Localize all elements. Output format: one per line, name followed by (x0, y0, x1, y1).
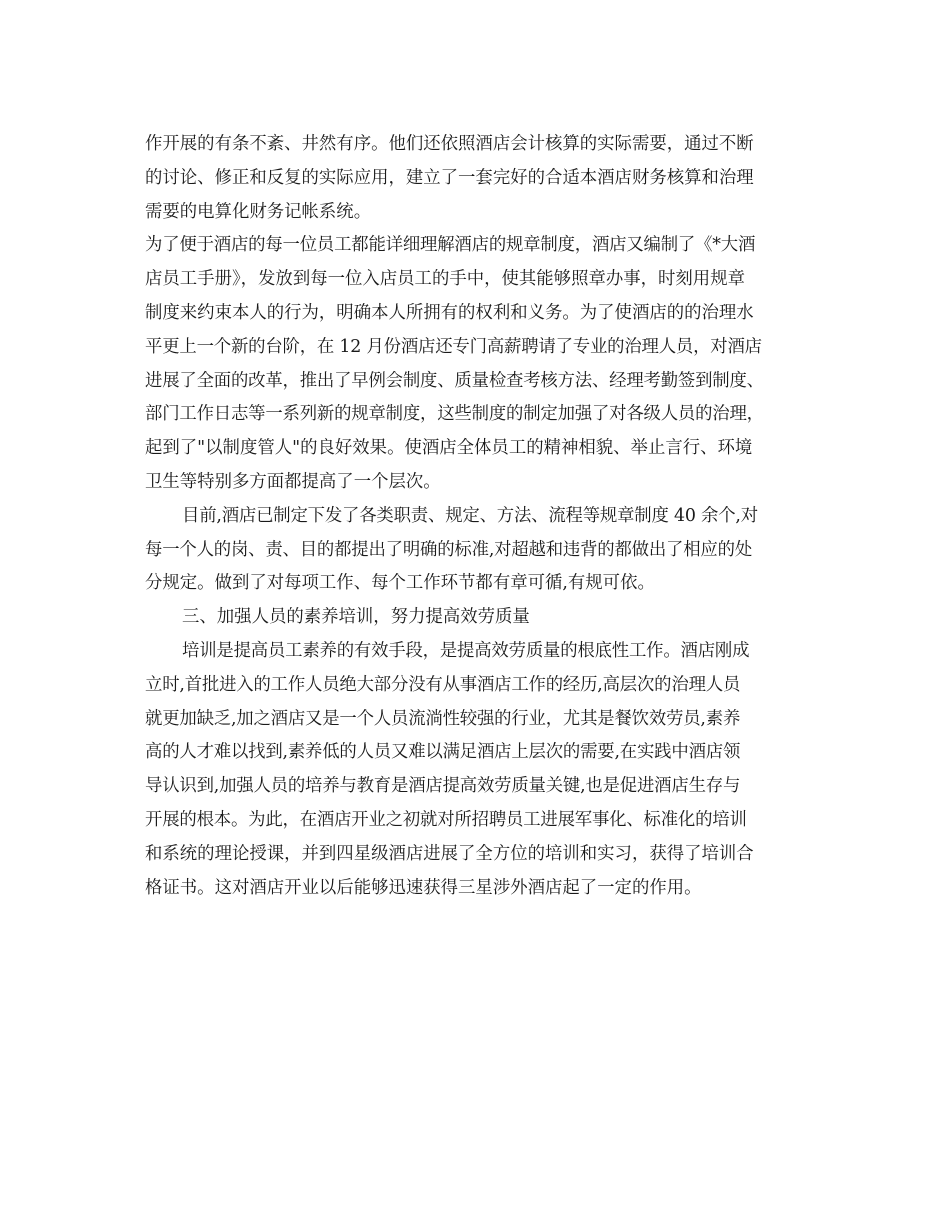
text-line: 目前,酒店已制定下发了各类职责、规定、方法、流程等规章制度 40 余个,对 (182, 505, 758, 526)
text-line: 作开展的有条不紊、井然有序。他们还依照酒店会计核算的实际需要，通过不断 (145, 134, 754, 154)
text-line: 制度来约束本人的行为，明确本人所拥有的权利和义务。为了使酒店的的治理水 (145, 302, 754, 323)
text-line: 分规定。做到了对每项工作、每个工作环节都有章可循,有规可依。 (145, 573, 655, 594)
document-body (145, 128, 810, 905)
text-line: 卫生等特别多方面都提高了一个层次。 (145, 471, 441, 492)
text-line: 和系统的理论授课，并到四星级酒店进展了全方位的培训和实习，获得了培训合 (145, 843, 754, 864)
text-line: 每一个人的岗、责、目的都提出了明确的标准,对超越和违背的都做出了相应的处 (145, 539, 753, 560)
text-line: 为了便于酒店的每一位员工都能详细理解酒店的规章制度，酒店又编制了《*大酒 (145, 235, 756, 256)
text-line: 需要的电算化财务记帐系统。 (145, 201, 372, 222)
text-line: 高的人才难以找到,素养低的人员又难以满足酒店上层次的需要,在实践中酒店领 (145, 742, 741, 763)
text-line: 导认识到,加强人员的培养与教育是酒店提高效劳质量关键,也是促进酒店生存与 (145, 776, 741, 797)
text-line: 的讨论、修正和反复的实际应用，建立了一套完好的合适本酒店财务核算和治理 (145, 167, 754, 188)
section-heading: 三、加强人员的素养培训，努力提高效劳质量 (182, 607, 530, 628)
text-line: 格证书。这对酒店开业以后能够迅速获得三星涉外酒店起了一定的作用。 (145, 877, 702, 898)
text-line: 起到了"以制度管人"的良好效果。使酒店全体员工的精神相貌、举止言行、环境 (145, 438, 753, 459)
text-line: 就更加缺乏,加之酒店又是一个人员流淌性较强的行业，尤其是餐饮效劳员,素养 (145, 708, 741, 729)
text-line: 立时,首批进入的工作人员绝大部分没有从事酒店工作的经历,高层次的治理人员 (145, 674, 741, 695)
text-line: 部门工作日志等一系列新的规章制度，这些制度的制定加强了对各级人员的治理， (145, 404, 764, 425)
text-line: 培训是提高员工素养的有效手段，是提高效劳质量的根底性工作。酒店刚成 (182, 640, 750, 661)
text-line: 进展了全面的改革，推出了早例会制度、质量检查考核方法、经理考勤签到制度、 (145, 370, 764, 391)
text-line: 平更上一个新的台阶，在 12 月份酒店还专门高薪聘请了专业的治理人员，对酒店 (145, 336, 762, 357)
text-line: 店员工手册》，发放到每一位入店员工的手中，使其能够照章办事，时刻用规章 (145, 269, 745, 290)
text-line: 开展的根本。为此，在酒店开业之初就对所招聘员工进展军事化、标准化的培训 (145, 809, 747, 830)
